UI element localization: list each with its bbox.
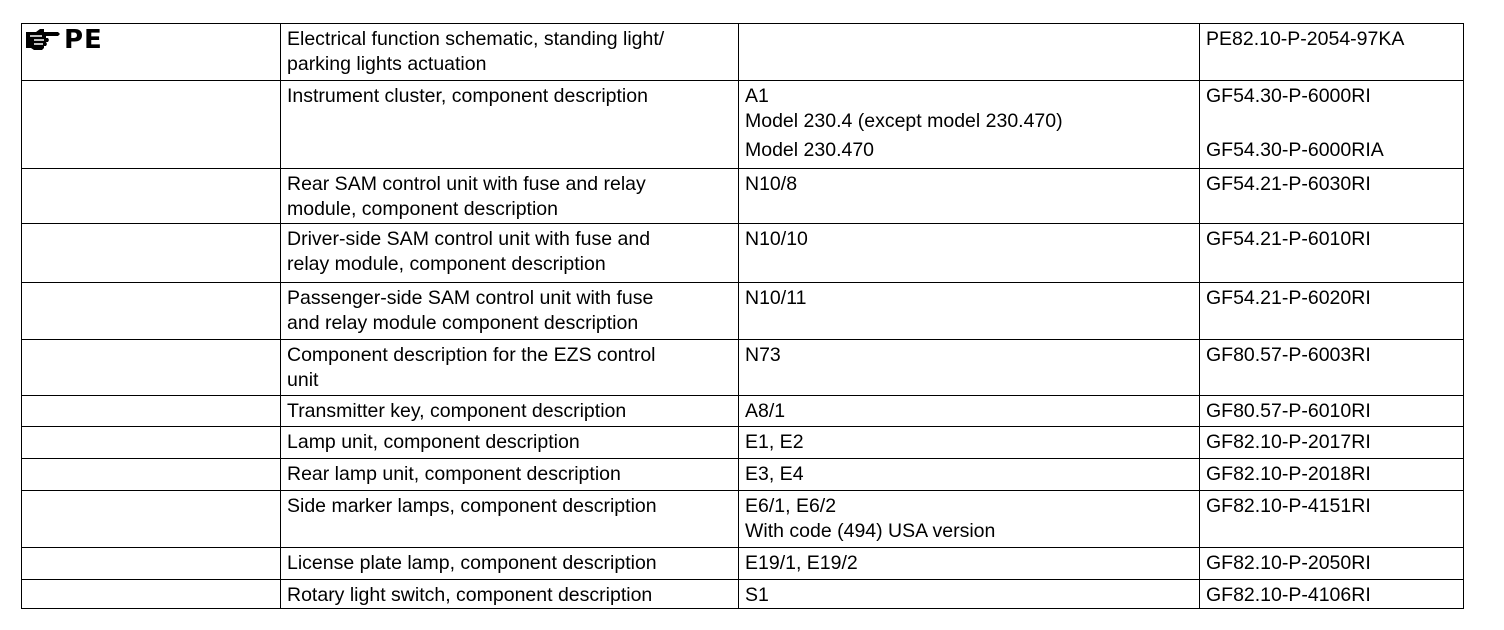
description-cell: [281, 491, 739, 548]
description-text: and relay module component description: [287, 312, 639, 334]
blank-cell: [22, 81, 281, 169]
blank-cell: [22, 283, 281, 340]
blank-cell: [22, 491, 281, 548]
component-code: E19/1, E19/2: [745, 552, 858, 574]
reference-cell: [1200, 491, 1464, 548]
blank-cell: [22, 396, 281, 427]
table-row: [22, 491, 1464, 548]
table-row: [22, 81, 1464, 169]
table-row: [22, 396, 1464, 427]
reference-code: [1206, 109, 1457, 134]
component-cell: [739, 491, 1200, 548]
description-text: Driver-side SAM control unit with fuse and: [287, 228, 651, 250]
reference-cell: [1200, 459, 1464, 491]
description-cell: [281, 224, 739, 283]
reference-cell: [1200, 283, 1464, 340]
pe-marker-cell: [22, 24, 281, 81]
description-cell: [281, 548, 739, 580]
blank-cell: [22, 548, 281, 580]
component-cell: [739, 548, 1200, 580]
blank-cell: [22, 427, 281, 459]
description-text: Side marker lamps, component description: [287, 495, 657, 517]
reference-table: [21, 23, 1464, 609]
description-cell: [281, 24, 739, 81]
component-code: E6/1, E6/2: [745, 495, 837, 517]
reference-code: GF82.10-P-2017RI: [1206, 431, 1371, 453]
description-text: Passenger-side SAM control unit with fuse: [287, 287, 654, 309]
description-text: Rear SAM control unit with fuse and relay: [287, 173, 646, 195]
component-code: A1: [745, 85, 769, 107]
description-cell: [281, 81, 739, 169]
description-text: relay module, component description: [287, 253, 606, 275]
table-row: [22, 283, 1464, 340]
description-text: module, component description: [287, 198, 558, 220]
component-note: Model 230.470: [745, 139, 875, 161]
component-note: With code (494) USA version: [745, 520, 996, 542]
description-cell: [281, 396, 739, 427]
pe-marker-text: PE: [64, 25, 103, 55]
reference-cell: [1200, 169, 1464, 224]
component-code: E1, E2: [745, 431, 804, 453]
table-row: [22, 24, 1464, 81]
reference-code: GF80.57-P-6010RI: [1206, 400, 1371, 422]
table-row: [22, 340, 1464, 396]
description-cell: [281, 427, 739, 459]
reference-code: GF54.30-P-6000RIA: [1206, 139, 1384, 161]
component-cell: [739, 459, 1200, 491]
blank-cell: [22, 169, 281, 224]
blank-cell: [22, 580, 281, 609]
blank-cell: [22, 224, 281, 283]
description-cell: [281, 169, 739, 224]
description-text: Electrical function schematic, standing light/: [287, 28, 665, 50]
table-row: [22, 427, 1464, 459]
reference-code: GF54.30-P-6000RI: [1206, 85, 1371, 107]
component-cell: [739, 24, 1200, 81]
reference-cell: [1200, 548, 1464, 580]
table-row: [22, 459, 1464, 491]
reference-cell: [1200, 24, 1464, 81]
component-cell: [739, 169, 1200, 224]
reference-cell: [1200, 224, 1464, 283]
description-text: Rear lamp unit, component description: [287, 463, 621, 485]
reference-code: GF82.10-P-2018RI: [1206, 463, 1371, 485]
description-text: Rotary light switch, component description: [287, 584, 653, 606]
component-cell: [739, 340, 1200, 396]
description-text: parking lights actuation: [287, 53, 487, 75]
description-cell: [281, 580, 739, 609]
reference-code: GF54.21-P-6010RI: [1206, 228, 1371, 250]
component-code: N10/11: [745, 287, 807, 309]
component-cell: [739, 224, 1200, 283]
description-text: Instrument cluster, component description: [287, 85, 648, 107]
description-cell: [281, 283, 739, 340]
pointing-hand-icon: [24, 27, 64, 53]
component-code: A8/1: [745, 400, 786, 422]
description-text: unit: [287, 369, 319, 391]
description-text: License plate lamp, component description: [287, 552, 657, 574]
component-cell: [739, 283, 1200, 340]
reference-code: GF54.21-P-6020RI: [1206, 287, 1371, 309]
reference-code: GF82.10-P-2050RI: [1206, 552, 1371, 574]
reference-cell: [1200, 340, 1464, 396]
blank-cell: [22, 459, 281, 491]
component-code: N10/10: [745, 228, 808, 250]
reference-cell: [1200, 580, 1464, 609]
table-row: [22, 548, 1464, 580]
description-text: Lamp unit, component description: [287, 431, 580, 453]
component-code: N10/8: [745, 173, 798, 195]
component-cell: [739, 396, 1200, 427]
table-row: [22, 169, 1464, 224]
reference-code: GF82.10-P-4106RI: [1206, 584, 1371, 606]
reference-cell: [1200, 81, 1464, 169]
description-text: Transmitter key, component description: [287, 400, 627, 422]
description-text: Component description for the EZS control: [287, 344, 656, 366]
blank-cell: [22, 340, 281, 396]
component-cell: [739, 580, 1200, 609]
description-cell: [281, 459, 739, 491]
component-note: Model 230.4 (except model 230.470): [745, 110, 1063, 132]
component-code: S1: [745, 584, 769, 606]
reference-code: GF80.57-P-6003RI: [1206, 344, 1371, 366]
description-cell: [281, 340, 739, 396]
table-row: [22, 580, 1464, 609]
component-code: N73: [745, 344, 781, 366]
reference-code: GF54.21-P-6030RI: [1206, 173, 1371, 195]
table-row: [22, 224, 1464, 283]
component-cell: [739, 81, 1200, 169]
reference-code: PE82.10-P-2054-97KA: [1206, 28, 1405, 50]
component-cell: [739, 427, 1200, 459]
component-code: E3, E4: [745, 463, 804, 485]
reference-cell: [1200, 396, 1464, 427]
reference-cell: [1200, 427, 1464, 459]
reference-code: GF82.10-P-4151RI: [1206, 495, 1371, 517]
